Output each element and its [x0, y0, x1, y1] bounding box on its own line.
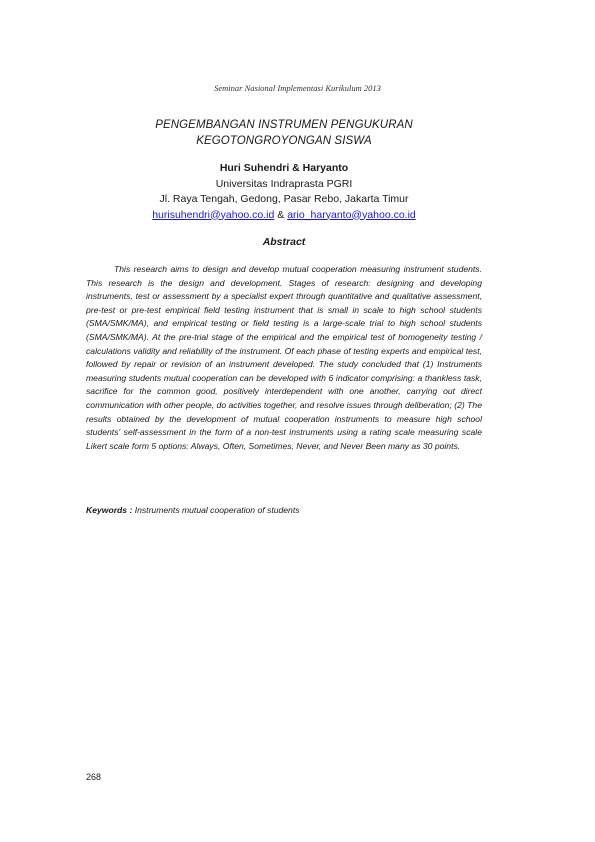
author-emails [0, 208, 568, 224]
title-line-2: KEGOTONGROYONGAN SISWA [196, 135, 372, 147]
paper-title [0, 117, 568, 149]
keywords-text: Instruments mutual cooperation of students [132, 505, 300, 515]
keywords [86, 505, 482, 515]
running-header: Seminar Nasional Implementasi Kurikulum 2013 [214, 83, 381, 93]
author-block [0, 161, 568, 223]
email-link-1[interactable]: hurisuhendri@yahoo.co.id [152, 208, 275, 221]
author-affiliation: Universitas Indraprasta PGRI [215, 177, 353, 190]
page-number: 268 [86, 772, 102, 782]
author-address: Jl. Raya Tengah, Gedong, Pasar Rebo, Jakarta Timur [159, 193, 409, 205]
abstract-heading: Abstract [262, 236, 306, 248]
abstract-text: This research aims to design and develop mutual cooperation measuring instrument students. This research is the design and development. Stages of research: designing and developing instruments, test or assessment by a specialist expert through quantitative and qualitative assessment, pre-test or pre-test empirical field testing instrument that is small in scale to high school students (SMA/SMK/MA), and empirical testing or field testing is a large-scale trial to high school students (SMA/SMK/MA). At the pre-trial stage of the empirical and the empirical test of homogeneity testing / calculations validity and reliability of the instrument. Of each phase of testing experts and empirical test, followed by repair or revision of an instrument developed. The study concluded that (1) Instruments measuring students mutual cooperation can be developed with 6 indicator comprising: a thankless task, sacrifice for the common good, positively interdependent with one another, carrying out direct communication with other people, do activities together, and resolve issues through deliberation; (2) The results obtained by the development of mutual cooperation instruments to measure high school students' self-assessment in the form of a non-test instruments using a rating scale measuring scale Likert scale form 5 options: Always, Often, Sometimes, Never, and Never Been many as 30 points. [86, 264, 482, 451]
email-link-2[interactable]: ario_haryanto@yahoo.co.id [287, 208, 416, 221]
keywords-label: Keywords : [86, 505, 133, 515]
email-separator: & [274, 208, 288, 221]
author-names: Huri Suhendri & Haryanto [219, 162, 349, 174]
abstract-body [86, 263, 482, 453]
title-line-1: PENGEMBANGAN INSTRUMEN PENGUKURAN [155, 119, 413, 131]
